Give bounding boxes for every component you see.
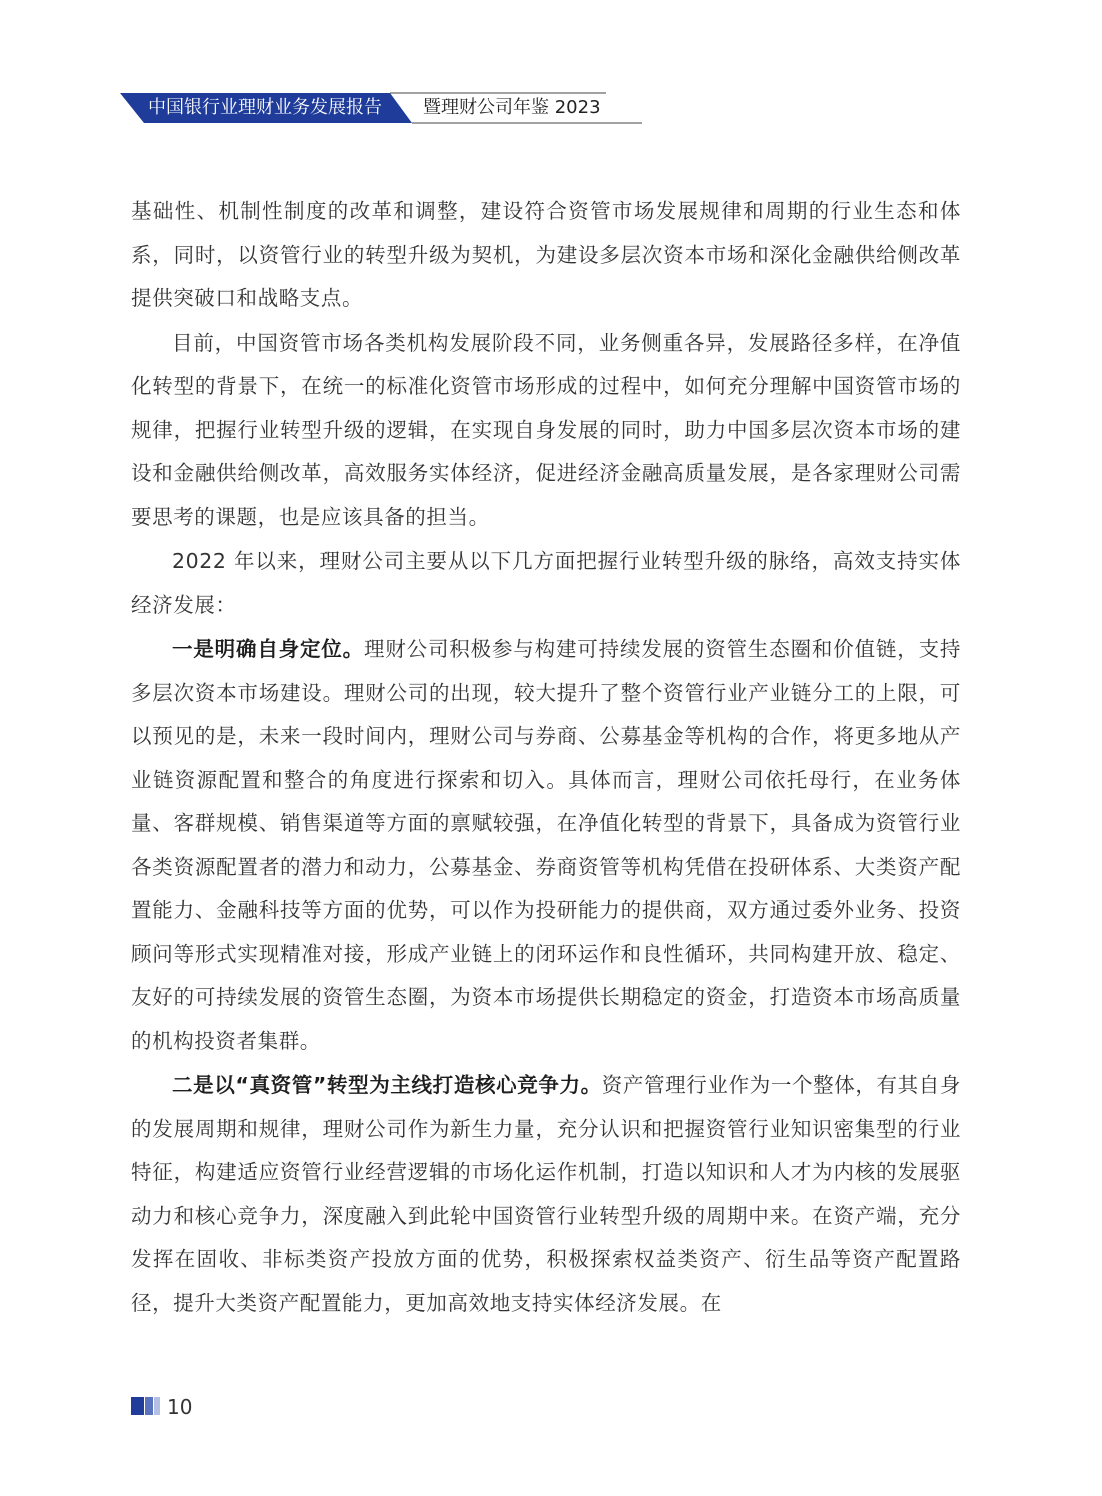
footer-bar-mid [145,1397,153,1415]
paragraph-2: 目前，中国资管市场各类机构发展阶段不同，业务侧重各异，发展路径多样，在净值化转型的背景下，在统一的标准化资管市场形成的过程中，如何充分理解中国资管市场的规律，把握行业转型升级的逻辑，在实现自身发展的同时，助力中国多层次资本市场的建设和金融供给侧改革，高效服务实体经济，促进经济金融高质量发展，是各家理财公司需要思考的课题，也是应该具备的担当。 [131,330,961,529]
footer-bar-dark [131,1397,144,1415]
page-header [116,89,646,127]
paragraph-5 [131,1064,961,1325]
body-text [131,190,961,1326]
yearbook-subtitle: 暨理财公司年鉴 2023 [423,97,601,118]
paragraph-3: 2022 年以来，理财公司主要从以下几方面把握行业转型升级的脉络，高效支持实体经济发展： [131,549,961,617]
paragraph-4-lead: 一是明确自身定位。 [172,637,364,661]
page-number: 10 [167,1395,193,1419]
footer-bar-light [154,1397,160,1415]
paragraph-4 [131,628,961,1063]
paragraph-4-text: 理财公司积极参与构建可持续发展的资管生态圈和价值链，支持多层次资本市场建设。理财公司的出现，较大提升了整个资管行业产业链分工的上限，可以预见的是，未来一段时间内，理财公司与券商、公募基金等机构的合作，将更多地从产业链资源配置和整合的角度进行探索和切入。具体而言，理财公司依托母行，在业务体量、客群规模、销售渠道等方面的禀赋较强，在净值化转型的背景下，具备成为资管行业各类资源配置者的潜力和动力，公募基金、券商资管等机构凭借在投研体系、大类资产配置能力、金融科技等方面的优势，可以作为投研能力的提供商，双方通过委外业务、投资顾问等形式实现精准对接，形成产业链上的闭环运作和良性循环，共同构建开放、稳定、友好的可持续发展的资管生态圈，为资本市场提供长期稳定的资金，打造资本市场高质量的机构投资者集群。 [131,637,961,1053]
report-title: 中国银行业理财业务发展报告 [148,97,382,118]
paragraph-5-lead: 二是以“真资管”转型为主线打造核心竞争力。 [172,1073,602,1097]
paragraph-5-text: 资产管理行业作为一个整体，有其自身的发展周期和规律，理财公司作为新生力量，充分认识和把握资管行业知识密集型的行业特征，构建适应资管行业经营逻辑的市场化运作机制，打造以知识和人才为内核的发展驱动力和核心竞争力，深度融入到此轮中国资管行业转型升级的周期中来。在资产端，充分发挥在固收、非标类资产投放方面的优势，积极探索权益类资产、衍生品等资产配置路径，提升大类资产配置能力，更加高效地支持实体经济发展。在 [131,1073,962,1315]
paragraph-1: 基础性、机制性制度的改革和调整，建设符合资管市场发展规律和周期的行业生态和体系，同时，以资管行业的转型升级为契机，为建设多层次资本市场和深化金融供给侧改革提供突破口和战略支点。 [131,199,961,310]
